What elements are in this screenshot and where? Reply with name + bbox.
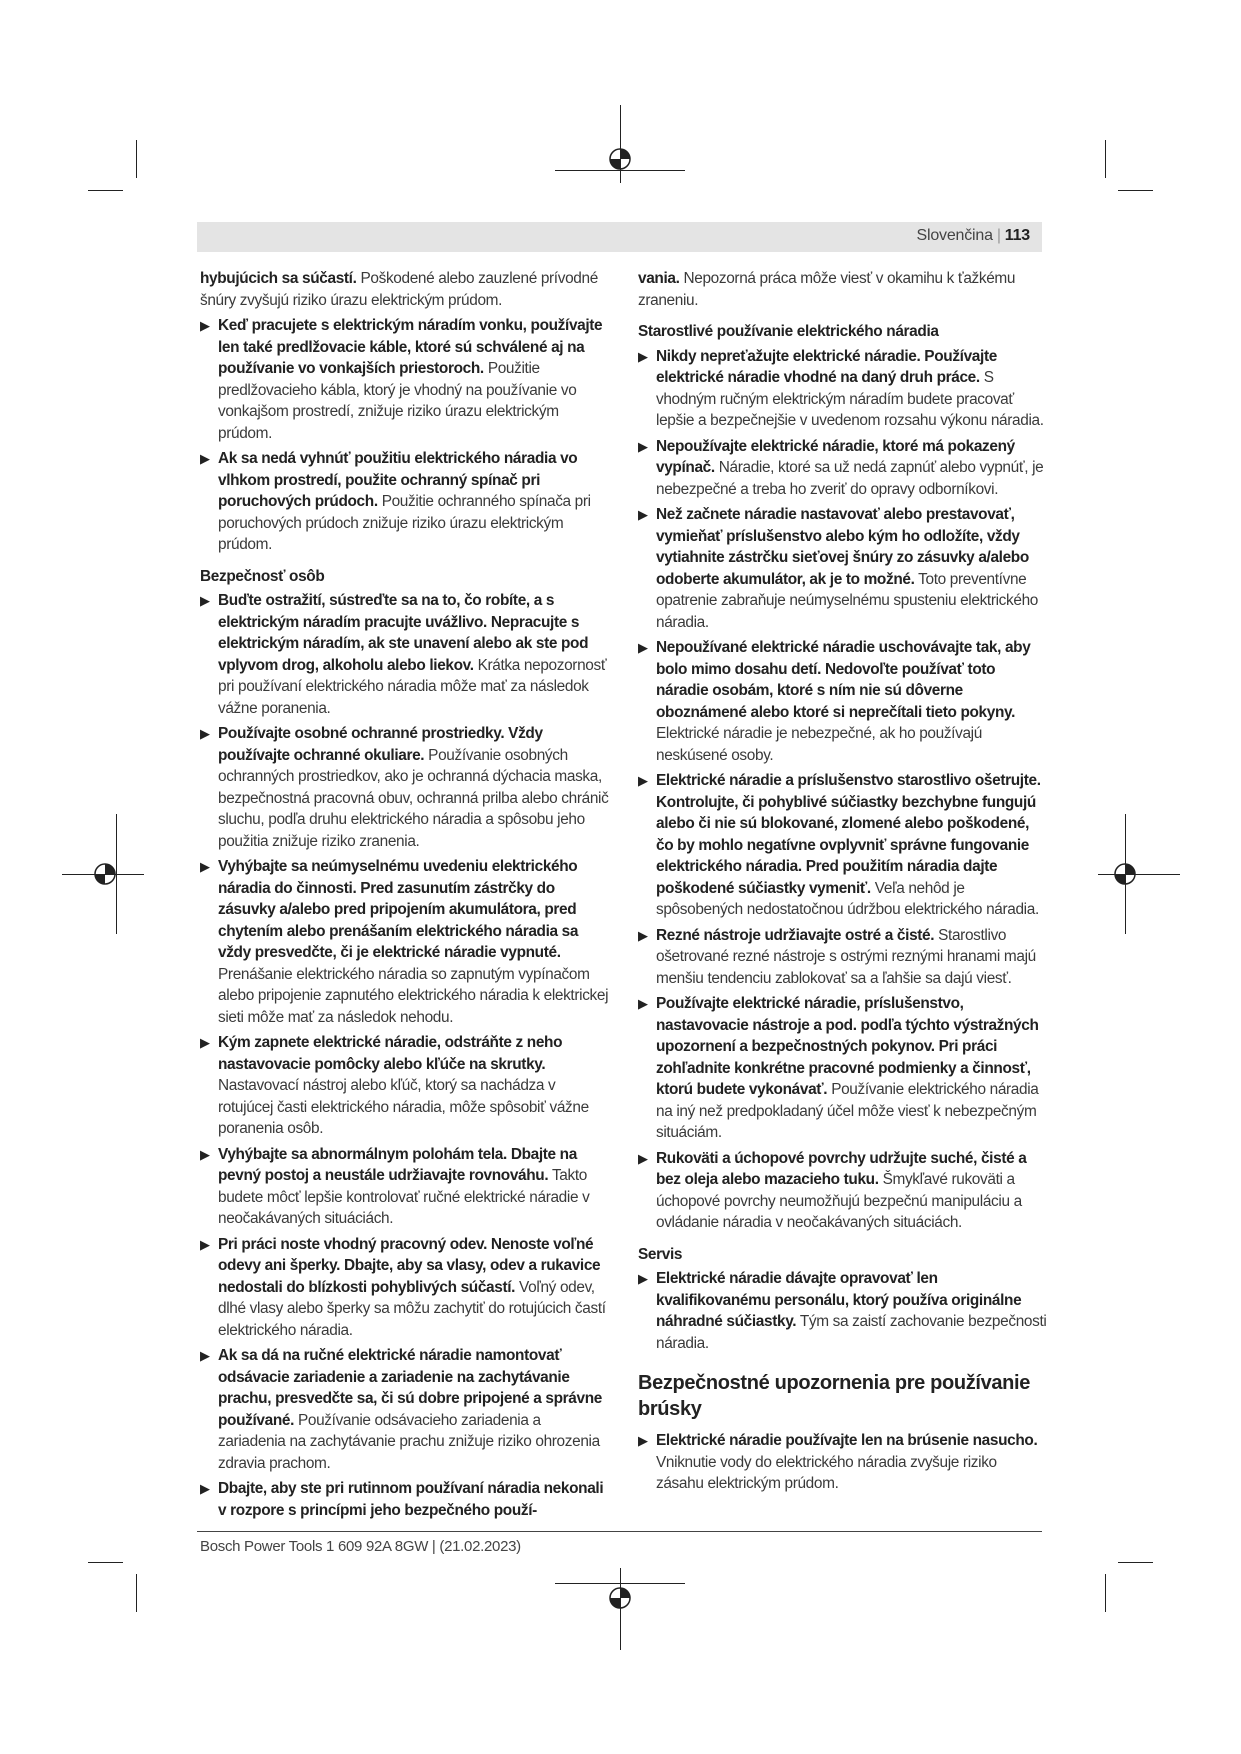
bullet-arrow-icon: ▶: [200, 726, 210, 741]
crop-mark-bl-v: [136, 1574, 137, 1612]
crop-mark-br-v: [1105, 1574, 1106, 1612]
crop-mark-br-h: [1118, 1562, 1153, 1563]
section-heading: Starostlivé používanie elektrického náradia: [638, 323, 939, 340]
list-item: ▶ Používajte osobné ochranné prostriedky. Vždy používajte ochranné okuliare. Používanie osobných ochranných prostriedkov, ako je ochranná dýchacia maska, bezpečnostná pracovná obuv, ochranná prilba alebo chránič sluchu, podľa druhu elektrického náradia a spôsobu jeho použitia znižuje riziko zranenia.: [200, 725, 609, 850]
paragraph: hybujúcich sa súčastí. Poškodené alebo zauzlené prívodné šnúry zvyšujú riziko úrazu elektrickým prúdom.: [200, 270, 598, 309]
bullet-arrow-icon: ▶: [638, 1150, 648, 1166]
list-item: ▶ Rukoväti a úchopové povrchy udržujte suché, čisté a bez oleja alebo mazacieho tuku. Šmykľavé rukoväti a úchopové povrchy neumožňujú bezpečnú manipuláciu a ovládanie náradia v neočakávaných situáciách.: [638, 1149, 1027, 1231]
list-item: ▶ Nepoužívané elektrické náradie uschovávajte tak, aby bolo mimo dosahu detí. Nedovoľte používať toto náradie osobám, ktoré s ním nie sú dôverne oboznámené alebo ktoré si neprečítali tieto pokyny. Elektrické náradie je nebezpečné, ak ho používajú neskúsené osoby.: [638, 639, 1031, 764]
bullet-arrow-icon: ▶: [200, 859, 210, 874]
paragraph: vania. Nepozorná práca môže viesť v okamihu k ťažkému zraneniu.: [638, 270, 1016, 309]
crop-mark-tl-h: [88, 190, 123, 191]
list-item: ▶ Rezné nástroje udržiavajte ostré a čisté. Starostlivo ošetrované rezné nástroje s ostrými reznými hranami majú menšiu tendenciu zablokovať sa a ľahšie sa dajú viesť.: [638, 926, 1036, 987]
bullet-arrow-icon: ▶: [638, 773, 648, 788]
list-item: ▶ Dbajte, aby ste pri rutinnom používaní náradia nekonali v rozpore s princípmi jeho bezpečného použí-: [200, 1480, 604, 1519]
section-heading: Bezpečnosť osôb: [200, 567, 325, 585]
left-column: [200, 268, 610, 1525]
list-item: ▶ Nepoužívajte elektrické náradie, ktoré má pokazený vypínač. Náradie, ktoré sa už nedá zapnúť alebo vypnúť, je nebezpečné a treba ho zveriť do opravy odborníkovi.: [638, 437, 1044, 498]
list-item: ▶ Kým zapnete elektrické náradie, odstráňte z neho nastavovacie pomôcky alebo kľúče na skrutky. Nastavovací nástroj alebo kľúč, ktorý sa nachádza v rotujúcej časti elektrického náradia, môže spôsobiť vážne poranenia osôb.: [200, 1034, 589, 1137]
list-item: ▶ Než začnete náradie nastavovať alebo prestavovať, vymieňať príslušenstvo alebo kým ho odložíte, vždy vytiahnite zástrčku sieťovej šnúry zo zásuvky a/alebo odoberte akumulátor, ak je to možné. Toto preventívne opatrenie zabraňuje neúmyselnému spusteniu elektrického náradia.: [638, 506, 1039, 631]
bullet-arrow-icon: ▶: [200, 1236, 210, 1252]
list-item: ▶ Vyhýbajte sa neúmyselnému uvedeniu elektrického náradia do činnosti. Pred zasunutím zástrčky do zásuvky a/alebo pred pripojením akumulátora, pred chytením alebo prenášaním elektrického náradia sa vždy presvedčte, či je elektrické náradie vypnuté. Prenášanie elektrického náradia so zapnutým vypínačom alebo pripojenie zapnutého elektrického náradia k elektrickej sieti môže mať za následok nehodu.: [200, 858, 609, 1026]
bullet-arrow-icon: ▶: [200, 1348, 210, 1363]
bullet-arrow-icon: ▶: [638, 640, 648, 655]
bullet-arrow-icon: ▶: [200, 1481, 210, 1496]
registration-target-icon: [1112, 861, 1138, 887]
section-heading: Servis: [638, 1245, 683, 1263]
bullet-arrow-icon: ▶: [200, 1035, 210, 1050]
bullet-arrow-icon: ▶: [200, 451, 210, 466]
list-item: ▶ Elektrické náradie používajte len na brúsenie nasucho. Vniknutie vody do elektrického náradia zvyšuje riziko zásahu elektrickým prúdom.: [638, 1432, 1038, 1492]
bullet-arrow-icon: ▶: [200, 1146, 210, 1162]
page-number: 113: [1004, 227, 1030, 244]
list-item: ▶ Keď pracujete s elektrickým náradím vonku, používajte len také predlžovacie káble, ktoré sú schválené aj na používanie vo vonkajších priestoroch. Použitie predlžovacieho kábla, ktorý je vhodný na používanie vo vonkajšom prostredí, znižuje riziko úrazu elektrickým prúdom.: [200, 317, 603, 442]
list-item: ▶ Buďte ostražití, sústreďte sa na to, čo robíte, a s elektrickým náradím pracujte uvážlivo. Nepracujte s elektrickým náradím, ak ste unavení alebo ak ste pod vplyvom drog, alkoholu alebo liekov. Krátka nepozornosť pri používaní elektrického náradia môže mať za následok vážne poranenia.: [200, 592, 607, 717]
section-title: Bezpečnostné upozornenia pre používanie brúsky: [638, 1372, 1030, 1420]
bullet-arrow-icon: ▶: [638, 438, 648, 454]
bullet-arrow-icon: ▶: [200, 318, 210, 333]
registration-line-bottom-h: [555, 1583, 685, 1584]
bullet-arrow-icon: ▶: [638, 348, 648, 364]
list-item: ▶ Vyhýbajte sa abnormálnym polohám tela. Dbajte na pevný postoj a neustále udržiavajte rovnováhu. Takto budete môcť lepšie kontrolovať ručné elektrické náradie v neočakávaných situáciách.: [200, 1145, 590, 1227]
registration-target-icon: [92, 861, 118, 887]
list-item: ▶ Používajte elektrické náradie, príslušenstvo, nastavovacie nástroje a pod. podľa týchto výstražných upozornení a bezpečnostných pokynov. Pri práci zohľadnite konkrétne pracovné podmienky a činnosť, ktorú budete vykonávať. Používanie elektrického náradia na iný než predpokladaný účel môže viesť k nebezpečným situáciám.: [638, 995, 1039, 1141]
list-item: ▶ Ak sa nedá vyhnúť použitiu elektrického náradia vo vlhkom prostredí, použite ochranný spínač pri poruchových prúdoch. Použitie ochranného spínača pri poruchových prúdoch znižuje riziko úrazu elektrickým prúdom.: [200, 450, 591, 553]
list-item: ▶ Nikdy nepreťažujte elektrické náradie. Používajte elektrické náradie vhodné na daný druh práce. S vhodným ručným elektrickým náradím budete pracovať lepšie a bezpečnejšie v uvedenom rozsahu výkonu náradia.: [638, 347, 1044, 429]
crop-mark-tr-v: [1105, 140, 1106, 178]
right-column: [638, 268, 1048, 1499]
registration-target-icon: [607, 146, 633, 172]
crop-mark-tl-v: [136, 140, 137, 178]
page-header: [197, 222, 1042, 252]
list-item: ▶ Elektrické náradie dávajte opravovať len kvalifikovanému personálu, ktorý používa originálne náhradné súčiastky. Tým sa zaistí zachovanie bezpečnosti náradia.: [638, 1270, 1047, 1352]
page-footer: Bosch Power Tools 1 609 92A 8GW | (21.02.2023): [200, 1538, 521, 1555]
registration-target-icon: [607, 1585, 633, 1611]
bullet-arrow-icon: ▶: [638, 1271, 648, 1286]
list-item: ▶ Elektrické náradie a príslušenstvo starostlivo ošetrujte. Kontrolujte, či pohyblivé súčiastky bezchybne fungujú alebo či nie sú blokované, zlomené alebo poškodené, čo by mohlo negatívne ovplyvniť správne fungovanie elektrického náradia. Pred použitím náradia dajte poškodené súčiastky vymeniť. Veľa nehôd je spôsobených nedostatočnou údržbou elektrického náradia.: [638, 772, 1041, 918]
list-item: ▶ Pri práci noste vhodný pracovný odev. Nenoste voľné odevy ani šperky. Dbajte, aby sa vlasy, odev a rukavice nedostali do blízkosti pohyblivých súčastí. Voľný odev, dlhé vlasy alebo šperky sa môžu zachytiť do rotujúcich častí elektrického náradia.: [200, 1235, 606, 1339]
crop-mark-bl-h: [88, 1562, 123, 1563]
header-label: [917, 227, 1030, 245]
list-item: ▶ Ak sa dá na ručné elektrické náradie namontovať odsávacie zariadenie a zariadenie na zachytávanie prachu, presvedčte sa, či sú dobre pripojené a správne používané. Používanie odsávacieho zariadenia a zariadenia na zachytávanie prachu znižuje riziko ohrozenia zdravia prachom.: [200, 1347, 602, 1472]
bullet-arrow-icon: ▶: [200, 593, 210, 608]
header-separator: |: [996, 227, 1001, 244]
bullet-arrow-icon: ▶: [638, 1433, 648, 1448]
footer-divider: [197, 1531, 1042, 1532]
bullet-arrow-icon: ▶: [638, 927, 648, 943]
bullet-arrow-icon: ▶: [638, 507, 648, 522]
header-language: Slovenčina: [916, 227, 993, 244]
bullet-arrow-icon: ▶: [638, 996, 648, 1011]
registration-line-right-h: [1098, 874, 1180, 875]
crop-mark-tr-h: [1118, 190, 1153, 191]
